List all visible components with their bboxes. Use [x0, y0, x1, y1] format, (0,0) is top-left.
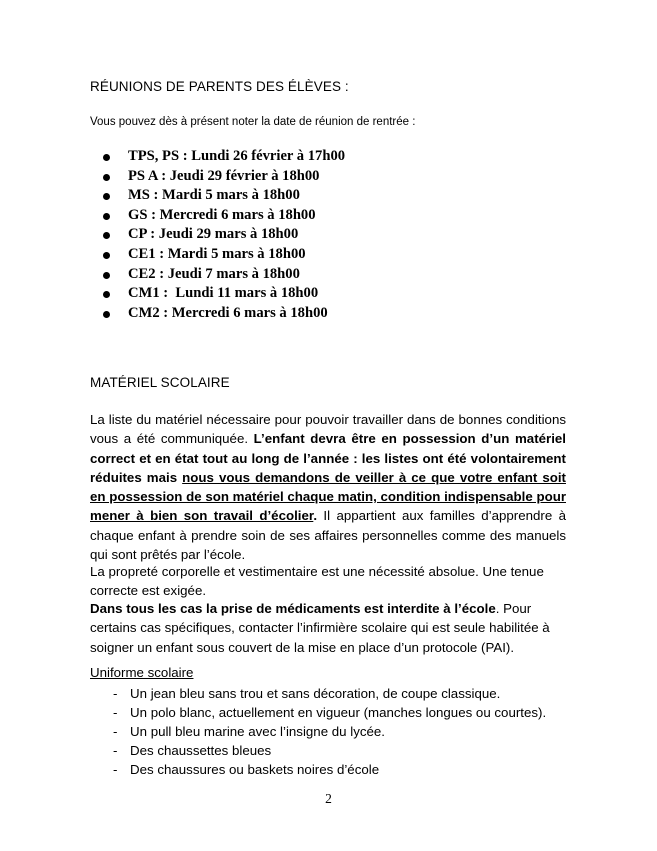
list-item: - Un jean bleu sans trou et sans décoration, de coupe classique. [113, 686, 501, 701]
bullet-icon [103, 193, 110, 200]
list-item: CE1 : Mardi 5 mars à 18h00 [101, 245, 345, 265]
medication-paragraph: Dans tous les cas la prise de médicaments est interdite à l’école. Pour certains cas spécifiques, contacter l’infirmière scolaire qui est seule habilitée à soigner un enfant sous couvert de la mise en place d’un protocole (PAI). [90, 601, 550, 655]
uniform-list [113, 684, 546, 779]
list-item: - Des chaussettes bleues [113, 743, 272, 759]
school-supplies-heading: MATÉRIEL SCOLAIRE [90, 375, 230, 390]
bullet-icon [103, 174, 110, 181]
bullet-icon [103, 213, 110, 220]
parent-meetings-intro: Vous pouvez dès à présent noter la date de réunion de rentrée : [90, 116, 416, 128]
uniform-heading: Uniforme scolaire [90, 665, 194, 680]
meeting-dates-list [101, 147, 345, 323]
bullet-icon [103, 232, 110, 239]
list-item: GS : Mercredi 6 mars à 18h00 [101, 206, 345, 226]
bullet-icon [103, 154, 110, 161]
bullet-icon [103, 311, 110, 318]
list-item: - Un polo blanc, actuellement en vigueur (manches longues ou courtes). [113, 705, 547, 721]
bullet-icon [103, 291, 110, 298]
list-item: PS A : Jeudi 29 février à 18h00 [101, 167, 345, 187]
list-item: MS : Mardi 5 mars à 18h00 [101, 186, 345, 206]
bullet-icon [103, 272, 110, 279]
list-item: TPS, PS : Lundi 26 février à 17h00 [101, 147, 345, 167]
list-item: CM1 : Lundi 11 mars à 18h00 [101, 284, 345, 304]
hygiene-paragraph: La propreté corporelle et vestimentaire est une nécessité absolue. Une tenue correcte est exigée. [90, 564, 544, 599]
list-item: - Des chaussures ou baskets noires d’école [113, 762, 380, 778]
list-item: CP : Jeudi 29 mars à 18h00 [101, 225, 345, 245]
parent-meetings-heading: RÉUNIONS DE PARENTS DES ÉLÈVES : [90, 79, 349, 94]
page-number: 2 [325, 791, 332, 806]
list-item: CE2 : Jeudi 7 mars à 18h00 [101, 265, 345, 285]
bullet-icon [103, 252, 110, 259]
supplies-paragraph: La liste du matériel nécessaire pour pouvoir travailler dans de bonnes conditions vous a été communiquée. L’enfant devra être en possession d’un matériel correct et en état tout au long de l’année : les listes ont été volontairement réduites mais nous vous demandons de veiller à ce que votre enfant soit en possession de son matériel chaque matin, condition indispensable pour mener à bien son travail d’écolier. Il appartient aux familles d’apprendre à chaque enfant à prendre soin de ses affaires personnelles comme des manuels qui sont prêtés par l’école. [90, 412, 566, 563]
list-item: CM2 : Mercredi 6 mars à 18h00 [101, 304, 345, 324]
list-item: - Un pull bleu marine avec l’insigne du lycée. [113, 724, 385, 740]
